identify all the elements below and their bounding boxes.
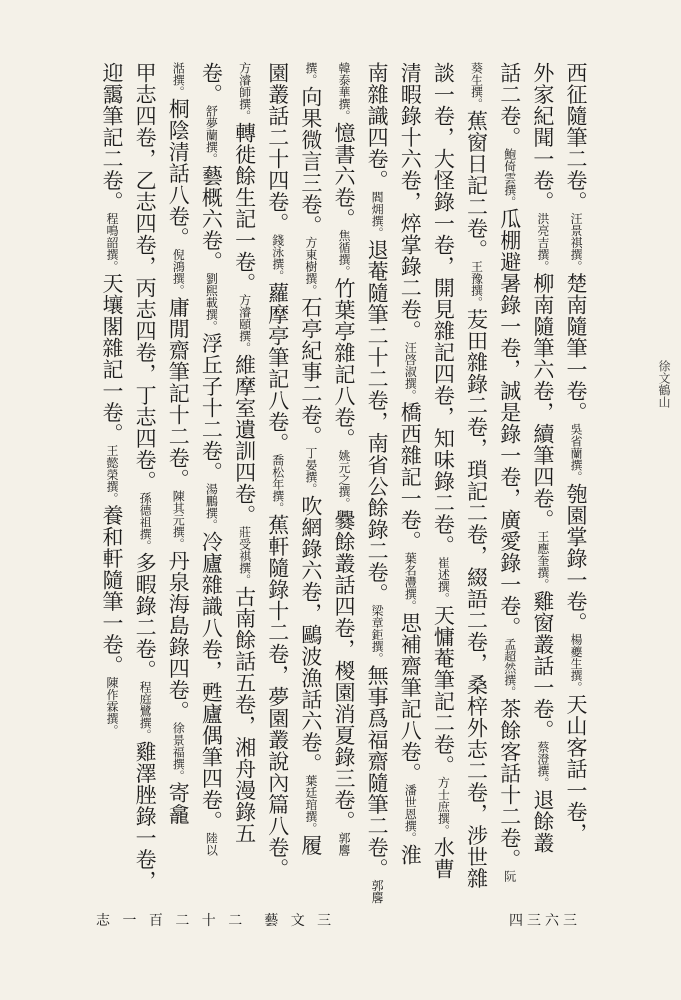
author-note: 湉撰。 (171, 62, 186, 98)
author-note: 劉熙載撰。 (204, 272, 219, 333)
title-text: 茶餘客話十二卷。 (497, 698, 522, 870)
title-text: 多暇錄二卷。 (133, 552, 158, 681)
author-note: 陳其元撰。 (171, 490, 186, 550)
author-note: 郭麐 (336, 832, 351, 856)
title-text: 履 (298, 834, 323, 856)
author-note: 程庭鷺撰。 (138, 681, 153, 741)
title-text: 竹葉亭雜記八卷。 (331, 277, 356, 450)
author-note: 姚元之撰。 (336, 449, 351, 510)
author-note: 汪景祺撰。 (568, 212, 583, 273)
title-text: 蕉窗日記二卷。 (464, 110, 489, 261)
title-text: 迎靄筆記二卷。 (100, 62, 124, 213)
title-text: 古南餘話五卷，湘舟漫錄五 (232, 586, 257, 844)
author-note: 潘世恩撰。 (403, 784, 418, 844)
author-note: 葵生撰。 (469, 62, 484, 110)
title-text: 天壤閣雜記一卷。 (100, 272, 124, 445)
author-note: 楊夔生撰。 (568, 633, 583, 694)
author-note: 王應奎撰。 (535, 530, 550, 591)
author-note: 陳作霖撰。 (105, 676, 119, 737)
text-column (297, 62, 325, 934)
author-note: 郭麐 (370, 879, 385, 904)
title-text: 橋西雜記一卷。 (398, 401, 423, 552)
title-text: 南雜識四卷。 (365, 62, 390, 191)
title-text: 瓜棚避暑錄一卷，誠是錄一卷，廣愛錄一卷。 (497, 208, 522, 638)
author-note: 方東樹撰。 (303, 236, 318, 297)
title-text: 藝概六卷。 (199, 165, 224, 273)
author-note: 倪鴻撰。 (171, 248, 186, 297)
margin-handwritten-note: 徐文鶴山 (657, 360, 671, 408)
title-text: 轉徙餘生記一卷。 (232, 122, 257, 294)
author-note: 汪啓淑撰。 (403, 341, 418, 402)
title-text: 外家紀聞一卷。 (530, 62, 555, 213)
author-note: 陸以 (204, 832, 219, 856)
title-text: 淮 (398, 844, 423, 866)
title-text: 談一卷，大怪錄一卷，開見雜記四卷，知味錄二卷。 (431, 62, 456, 557)
text-column (396, 62, 424, 934)
text-column (231, 62, 259, 934)
author-note: 閻㶲撰。 (370, 191, 385, 239)
title-text: 吹網錄六卷，鷗波漁話六卷。 (298, 495, 323, 775)
title-text: 卷。 (199, 62, 224, 105)
author-note: 葉名灃撰。 (403, 552, 418, 612)
author-note: 阮 (502, 870, 517, 882)
author-note: 吳省蘭撰。 (568, 423, 583, 483)
title-text: 話二卷。 (497, 62, 522, 148)
author-note: 葉廷琯撰。 (303, 774, 318, 835)
title-text: 柳南隨筆六卷，續筆四卷。 (530, 272, 555, 531)
title-text: 甲志四卷，乙志四卷，丙志四卷，丁志四卷。 (133, 62, 158, 492)
text-column (197, 62, 225, 934)
title-text: 退餘叢 (530, 789, 555, 854)
title-text: 無事爲福齋隨筆二卷。 (365, 664, 390, 880)
title-text: 西征隨筆二卷。 (563, 62, 588, 213)
text-column (463, 62, 491, 934)
title-text: 丹泉海島錄四卷。 (166, 550, 191, 722)
author-note: 舒夢蘭撰。 (204, 105, 219, 165)
title-text: 退菴隨筆二十二卷，南省公餘錄二卷。 (365, 239, 390, 605)
title-text: 匏園掌錄一卷。 (563, 483, 588, 634)
author-note: 梁章鉅撰。 (370, 604, 385, 665)
title-text: 寄龕 (166, 782, 191, 825)
title-text: 桐陰清話八卷。 (166, 98, 191, 249)
title-text: 天慵菴筆記二卷。 (431, 604, 456, 777)
text-column (496, 62, 524, 934)
title-text: 浮丘子十二卷。 (199, 332, 224, 483)
title-text: 思補齋筆記八卷。 (398, 612, 423, 784)
author-note: 焦循撰。 (336, 229, 351, 278)
text-column (429, 62, 457, 934)
title-text: 水曹 (431, 836, 456, 880)
title-text: 爨餘叢話四卷，椶園消夏錄三卷。 (331, 509, 356, 832)
author-note: 莊受祺撰。 (237, 526, 252, 586)
author-note: 崔述撰。 (436, 556, 451, 605)
title-text: 冷廬雜識八卷，甦廬偶筆四卷。 (199, 531, 224, 832)
text-column (131, 62, 159, 934)
text-column (363, 62, 391, 934)
author-note: 孟超然撰。 (502, 638, 517, 698)
title-text: 雞窗叢話一卷。 (530, 590, 555, 741)
author-note: 洪亮吉撰。 (535, 212, 550, 273)
title-text: 憶書六卷。 (331, 122, 356, 230)
title-text: 雞澤脞錄一卷， (133, 741, 158, 892)
text-column (98, 62, 126, 934)
author-note: 程鳴韶撰。 (105, 212, 119, 273)
title-text: 天山客話一卷， (563, 693, 588, 844)
title-text: 蕉軒隨錄十二卷，夢園叢說內篇八卷。 (265, 514, 290, 880)
author-note: 丁晏撰。 (303, 447, 318, 495)
author-note: 錢泳撰。 (270, 234, 285, 282)
text-column (330, 62, 358, 934)
author-note: 方濬師撰。 (237, 62, 252, 122)
author-note: 王懿榮撰。 (105, 444, 119, 505)
author-note: 湯鵬撰。 (204, 483, 219, 531)
title-text: 楚南隨筆一卷。 (563, 272, 588, 423)
page-number: 四三六三 (509, 913, 581, 929)
author-note: 撰。 (303, 62, 318, 86)
author-note: 方士庶撰。 (436, 776, 451, 837)
title-text: 苃田雜錄二卷，瑣記二卷，綴語二卷，桑梓外志二卷，涉世雜 (464, 308, 489, 889)
title-text: 維摩室遺訓四卷。 (232, 354, 257, 526)
vertical-text-block (98, 62, 590, 934)
author-note: 孫德祖撰。 (138, 492, 153, 552)
title-text: 養和軒隨筆一卷。 (100, 504, 124, 677)
author-note: 王豫撰。 (469, 260, 484, 309)
title-text: 蘿摩亭筆記八卷。 (265, 282, 290, 454)
text-column (529, 62, 557, 934)
author-note: 喬松年撰。 (270, 454, 285, 514)
author-note: 蔡澄撰。 (535, 741, 550, 789)
title-text: 清暇錄十六卷，焠掌錄二卷。 (398, 62, 423, 342)
title-text: 庸閒齋筆記十二卷。 (166, 296, 191, 490)
title-text: 園叢話二十四卷。 (265, 62, 290, 234)
running-header-volume: 志 一 百 二 十 二 藝 文 三 (96, 913, 336, 929)
author-note: 徐景福撰。 (171, 722, 186, 782)
title-text: 石亭紀事二卷。 (298, 296, 323, 447)
title-text: 向果微言三卷。 (298, 86, 323, 237)
author-note: 方濬頤撰。 (237, 294, 252, 354)
text-column (562, 62, 590, 934)
text-column (164, 62, 192, 934)
text-column (264, 62, 292, 934)
author-note: 韓泰華撰。 (336, 62, 351, 122)
author-note: 鮑倚雲撰。 (502, 148, 517, 208)
